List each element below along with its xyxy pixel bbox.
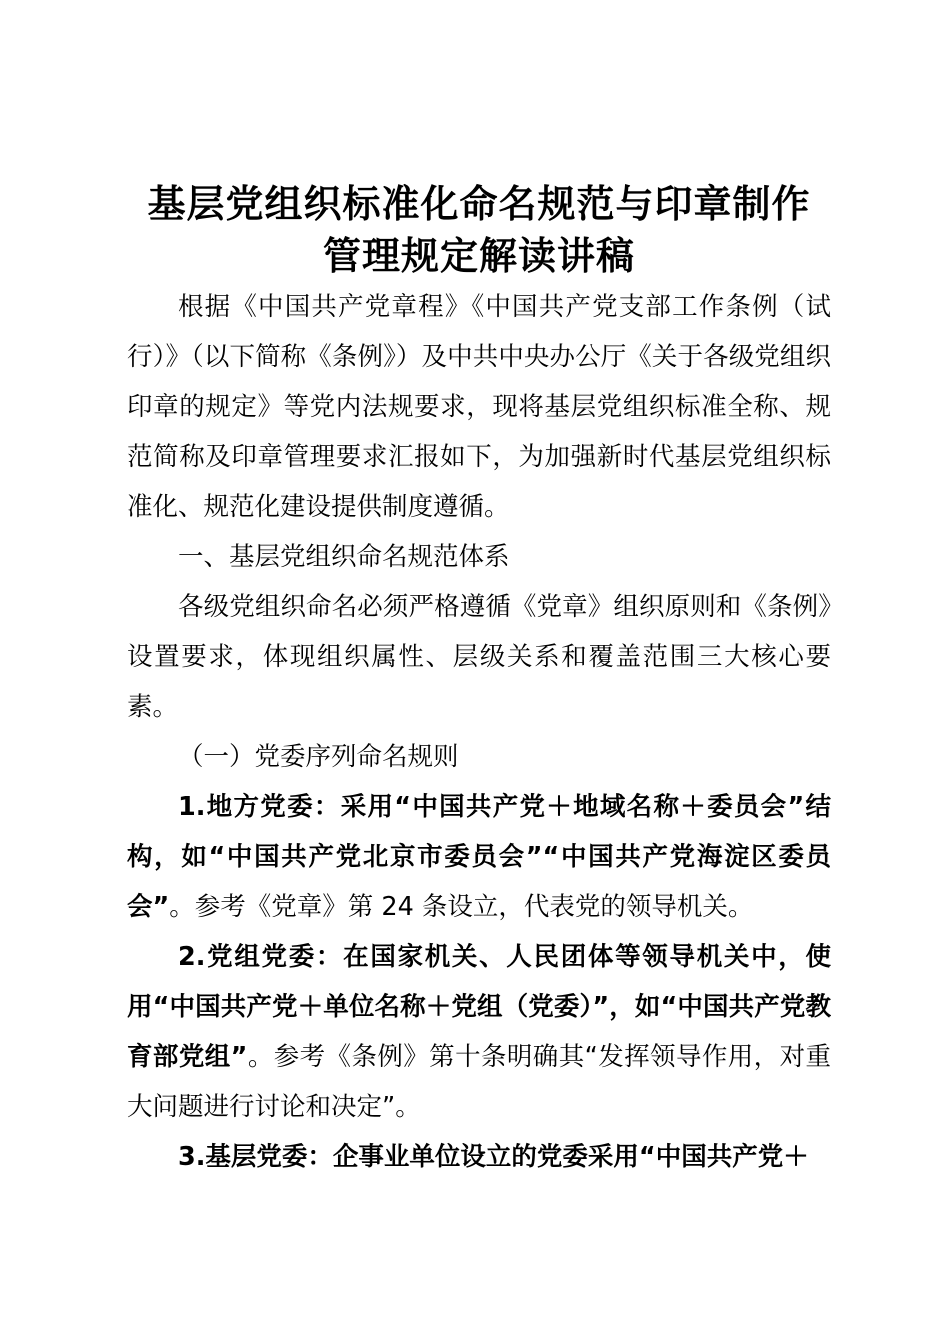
subsection-heading-1 <box>127 732 831 782</box>
paragraph-bold-lead: 1.地方党委：采用“中国共产党＋地域名称＋委员会”结构，如“中国共产党北京市委员会”“中国共产党海淀区委员会” <box>127 792 831 922</box>
document-page <box>127 178 831 1182</box>
paragraph-local-committee <box>127 782 831 932</box>
paragraph-naming-principles <box>127 582 831 732</box>
paragraph-text: 。参考《党章》第 24 条设立，代表党的领导机关。 <box>169 892 754 922</box>
paragraph-text: 一、基层党组织命名规范体系 <box>178 542 510 572</box>
paragraph-text: 根据《中国共产党章程》《中国共产党支部工作条例（试行）》（以下简称《条例》）及中共中央办公厅《关于各级党组织印章的规定》等党内法规要求，现将基层党组织标准全称、规范简称及印章管理要求汇报如下，为加强新时代基层党组织标准化、规范化建设提供制度遵循。 <box>127 292 831 522</box>
paragraph-text: （一）党委序列命名规则 <box>178 742 459 772</box>
section-heading-1 <box>127 532 831 582</box>
paragraph-grassroots-committee <box>127 1132 831 1182</box>
title-line-1: 基层党组织标准化命名规范与印章制作 <box>147 182 811 226</box>
paragraph-party-group <box>127 932 831 1132</box>
paragraph-text: 。参考《条例》第十条明确其“发挥领导作用，对重大问题进行讨论和决定”。 <box>127 1042 832 1122</box>
paragraph-intro <box>127 282 831 532</box>
paragraph-text: 各级党组织命名必须严格遵循《党章》组织原则和《条例》设置要求，体现组织属性、层级关系和覆盖范围三大核心要素。 <box>127 592 831 722</box>
paragraph-bold-lead: 2.党组党委：在国家机关、人民团体等领导机关中，使用“中国共产党＋单位名称＋党组（党委）”，如“中国共产党教育部党组” <box>127 942 831 1072</box>
title-line-2: 管理规定解读讲稿 <box>322 234 635 278</box>
document-title <box>127 178 831 282</box>
paragraph-bold-lead: 3.基层党委：企事业单位设立的党委采用“中国共产党＋ <box>178 1142 809 1172</box>
